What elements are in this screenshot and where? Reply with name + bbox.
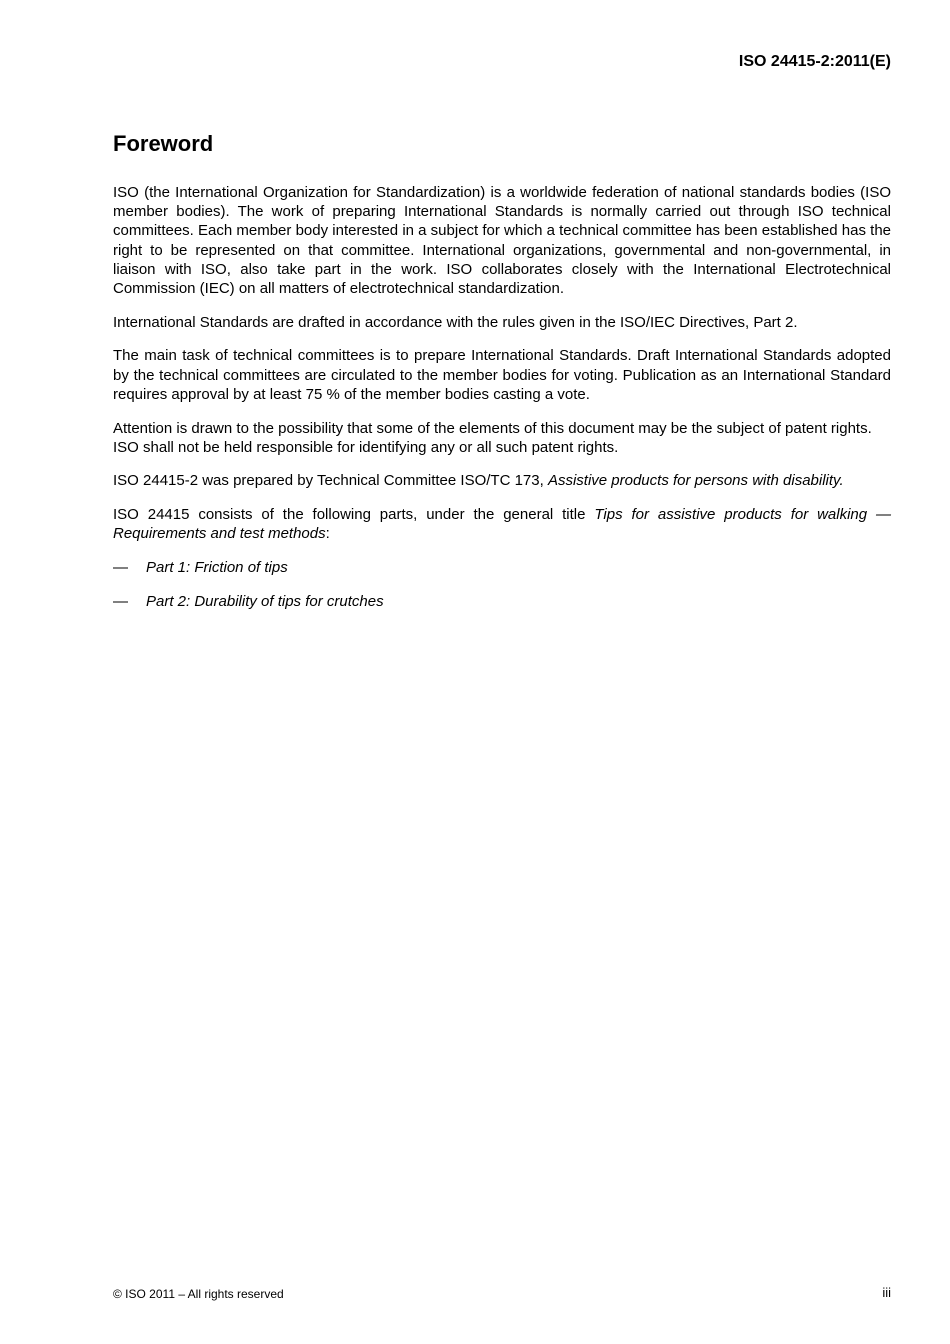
part-title: Part 1: Friction of tips (146, 559, 288, 577)
paragraph-iso-intro: ISO (the International Organization for Standardization) is a worldwide federation of national standards bodies (ISO member bodies). The work of preparing International Standards is normally carried out through ISO technical committees. Each member body interested in a subject for which a technical committee has been established has the right to be represented on that committee. International organizations, governmental and non-governmental, in liaison with ISO, also take part in the work. ISO collaborates closely with the International Electrotechnical Commission (IEC) on all matters of electrotechnical standardization. (113, 184, 891, 298)
part-title: Part 2: Durability of tips for crutches (146, 592, 384, 610)
page-title: Foreword (113, 131, 214, 156)
page-number: iii (882, 1285, 891, 1300)
prepared-by-text: ISO 24415-2 was prepared by Technical Committee ISO/TC 173, (113, 472, 548, 490)
parts-intro-colon: : (325, 525, 330, 543)
footer-copyright: © ISO 2011 – All rights reserved (113, 1287, 284, 1301)
list-item (113, 592, 891, 611)
parts-intro-text: ISO 24415 consists of the following parts, under the general title (113, 506, 595, 524)
paragraph-directives: International Standards are drafted in accordance with the rules given in the ISO/IEC Directives, Part 2. (113, 313, 798, 331)
general-title: Tips for assistive products for walking — Requirements and test methods (113, 506, 892, 543)
document-id: ISO 24415-2:2011(E) (738, 53, 891, 70)
list-dash: — (113, 592, 128, 610)
paragraph-parts-intro (113, 505, 891, 543)
committee-scope-title: Assistive products for persons with disability. (547, 472, 844, 490)
paragraph-prepared-by (113, 471, 891, 490)
list-item (113, 558, 891, 577)
list-dash: — (113, 559, 128, 577)
foreword-body (113, 183, 891, 625)
paragraph-patent-rights: Attention is drawn to the possibility that some of the elements of this document may be the subject of patent rights. ISO shall not be held responsible for identifying any or all such patent rights. (113, 419, 872, 456)
paragraph-main-task: The main task of technical committees is to prepare International Standards. Draft International Standards adopted by the technical committees are circulated to the member bodies for voting. Publication as an International Standard requires approval by at least 75 % of the member bodies casting a vote. (113, 347, 891, 403)
